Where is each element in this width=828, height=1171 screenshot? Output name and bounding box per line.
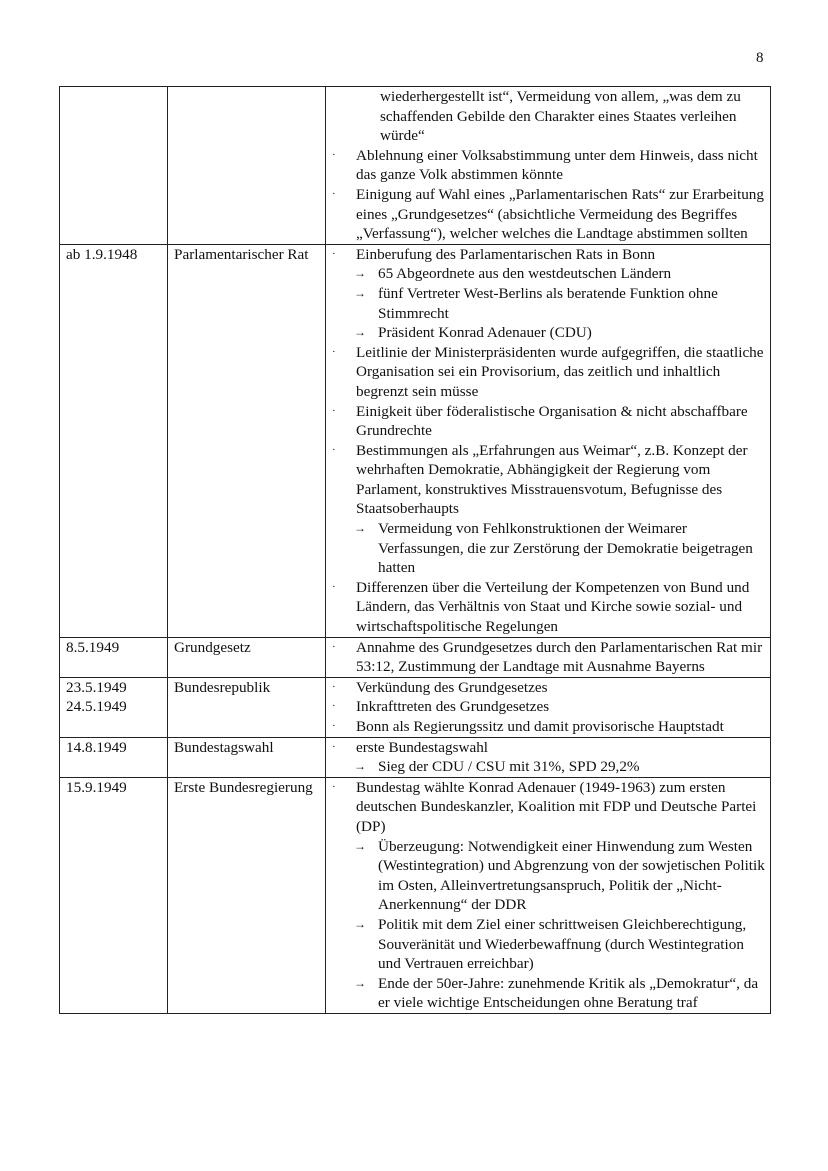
item-text: Einigkeit über föderalistische Organisation & nicht abschaffbare Grundrechte [356,402,748,440]
item-text: erste Bundestagswahl [356,738,489,756]
item-text: Inkrafttreten des Grundgesetzes [356,698,550,716]
table-row [60,737,771,777]
arrow-right-icon: → [354,759,366,774]
details-cell [326,637,771,677]
list-item [332,264,766,284]
item-text: wiederhergestellt ist“, Vermeidung von allem, „was dem zu schaffenden Gebilde den Charakter eines Staates verleihen würde“ [380,88,741,145]
bullet-icon: · [332,740,336,753]
item-text: Präsident Konrad Adenauer (CDU) [378,324,592,342]
arrow-right-icon: → [354,325,366,340]
details-cell [326,777,771,1013]
item-text: Bonn als Regierungssitz und damit provisorische Hauptstadt [356,718,724,735]
item-text: Differenzen über die Verteilung der Kompetenzen von Bund und Ländern, das Verhältnis von Staat und Kirche sowie sozial- und wirtschaftspolitische Regelungen [356,578,750,636]
bullet-icon: · [332,580,336,593]
bullet-icon: · [332,720,336,732]
item-text: Ende der 50er-Jahre: zunehmende Kritik als „Demokratur“, da er viele wichtige Entscheidungen ohne Beratung traf [378,974,759,1012]
item-text: Einigung auf Wahl eines „Parlamentarischen Rats“ zur Erarbeitung eines „Grundgesetzes“ (absichtliche Vermeidung des Begriffes „Verfassung“), welcher welches die Landtage abstimmen sollten [356,185,764,243]
list-item [332,87,766,146]
details-cell [326,677,771,737]
event-cell [168,677,326,737]
bullet-icon: · [332,247,336,260]
list-item [332,717,766,737]
date-text: 24.5.1949 [66,698,127,716]
table-row [60,87,771,245]
date-cell [60,244,168,637]
item-text: Vermeidung von Fehlkonstruktionen der Weimarer Verfassungen, die zur Zerstörung der Demokratie beigetragen hatten [378,520,753,577]
item-text: Annahme des Grundgesetzes durch den Parlamentarischen Rat mir 53:12, Zustimmung der Landtage mit Ausnahme Bayerns [356,638,763,676]
event-text: Grundgesetz [174,638,251,656]
arrow-right-icon: → [354,975,366,990]
item-text: Verkündung des Grundgesetzes [356,678,548,696]
list-item [332,915,766,974]
bullet-icon: · [332,700,336,713]
table-row [60,777,771,1013]
indent-spacer [332,87,380,146]
item-text: Ablehnung einer Volksabstimmung unter dem Hinweis, dass nicht das ganze Volk abstimmen könnte [356,146,758,184]
event-cell [168,87,326,245]
list-item [332,519,766,578]
bullet-icon: · [332,680,336,693]
table-row [60,244,771,637]
list-item [332,284,766,323]
list-item [332,245,766,265]
table-row [60,677,771,737]
date-cell [60,87,168,245]
list-item [332,323,766,343]
date-cell [60,637,168,677]
list-item [332,778,766,837]
event-cell [168,737,326,777]
bullet-icon: · [332,443,336,456]
item-text: Leitlinie der Ministerpräsidenten wurde aufgegriffen, die staatliche Organisation sei ein Provisorium, das zeitlich und inhaltlich begrenzt sein müsse [356,343,764,400]
arrow-right-icon: → [354,285,366,300]
date-text: 8.5.1949 [66,638,120,656]
list-item [332,402,766,441]
list-item [332,343,766,402]
item-text: Bundestag wählte Konrad Adenauer (1949-1963) zum ersten deutschen Bundeskanzler, Koalition mit FDP und Deutsche Partei (DP) [356,778,757,835]
arrow-right-icon: → [354,916,366,931]
event-cell [168,777,326,1013]
arrow-right-icon: → [354,838,366,853]
date-text: 23.5.1949 [66,678,127,696]
details-cell [326,244,771,637]
list-item [332,697,766,717]
bullet-icon: · [332,404,336,417]
list-item [332,757,766,777]
item-text: Überzeugung: Notwendigkeit einer Hinwendung zum Westen (Westintegration) und Abgrenzung von der sowjetischen Politik im Osten, Alleinvertretungsanspruch, Politik der „Nicht-Anerkennung“ der DDR [378,837,765,914]
date-text: ab 1.9.1948 [66,245,138,263]
date-cell [60,677,168,737]
list-item [332,678,766,698]
item-text: Sieg der CDU / CSU mit 31%, SPD 29,2% [378,758,640,776]
date-cell [60,777,168,1013]
item-text: Bestimmungen als „Erfahrungen aus Weimar“, z.B. Konzept der wehrhaften Demokratie, Abhängigkeit der Regierung vom Parlament, konstruktives Misstrauensvotum, Befugnisse des Staatsoberhaupts [356,441,748,518]
event-text: Erste Bundesregierung [174,778,313,796]
details-cell [326,87,771,245]
event-cell [168,637,326,677]
date-text: 14.8.1949 [66,738,127,756]
list-item [332,974,766,1013]
item-text: Politik mit dem Ziel einer schrittweisen Gleichberechtigung, Souveränität und Wiederbewaffnung (durch Westintegration und Vertrauen erreichbar) [378,915,747,973]
bullet-icon: · [332,148,336,161]
list-item [332,638,766,677]
list-item [332,185,766,244]
arrow-right-icon: → [354,266,366,281]
bullet-icon: · [332,345,336,358]
event-text: Parlamentarischer Rat [174,245,309,263]
date-cell [60,737,168,777]
item-text: fünf Vertreter West-Berlins als beratende Funktion ohne Stimmrecht [378,284,718,322]
item-text: Einberufung des Parlamentarischen Rats in Bonn [356,245,656,263]
details-cell [326,737,771,777]
bullet-icon: · [332,187,336,200]
bullet-icon: · [332,640,336,653]
event-text: Bundestagswahl [174,738,274,756]
table-row [60,637,771,677]
page-number: 8 [756,50,764,66]
arrow-right-icon: → [354,521,366,536]
list-item [332,738,766,758]
date-text: 15.9.1949 [66,778,127,796]
list-item [332,837,766,915]
item-text: 65 Abgeordnete aus den westdeutschen Ländern [378,265,672,283]
event-text: Bundesrepublik [174,678,271,696]
list-item [332,578,766,637]
list-item [332,146,766,185]
timeline-table [59,86,771,1014]
bullet-icon: · [332,780,336,793]
list-item [332,441,766,519]
event-cell [168,244,326,637]
